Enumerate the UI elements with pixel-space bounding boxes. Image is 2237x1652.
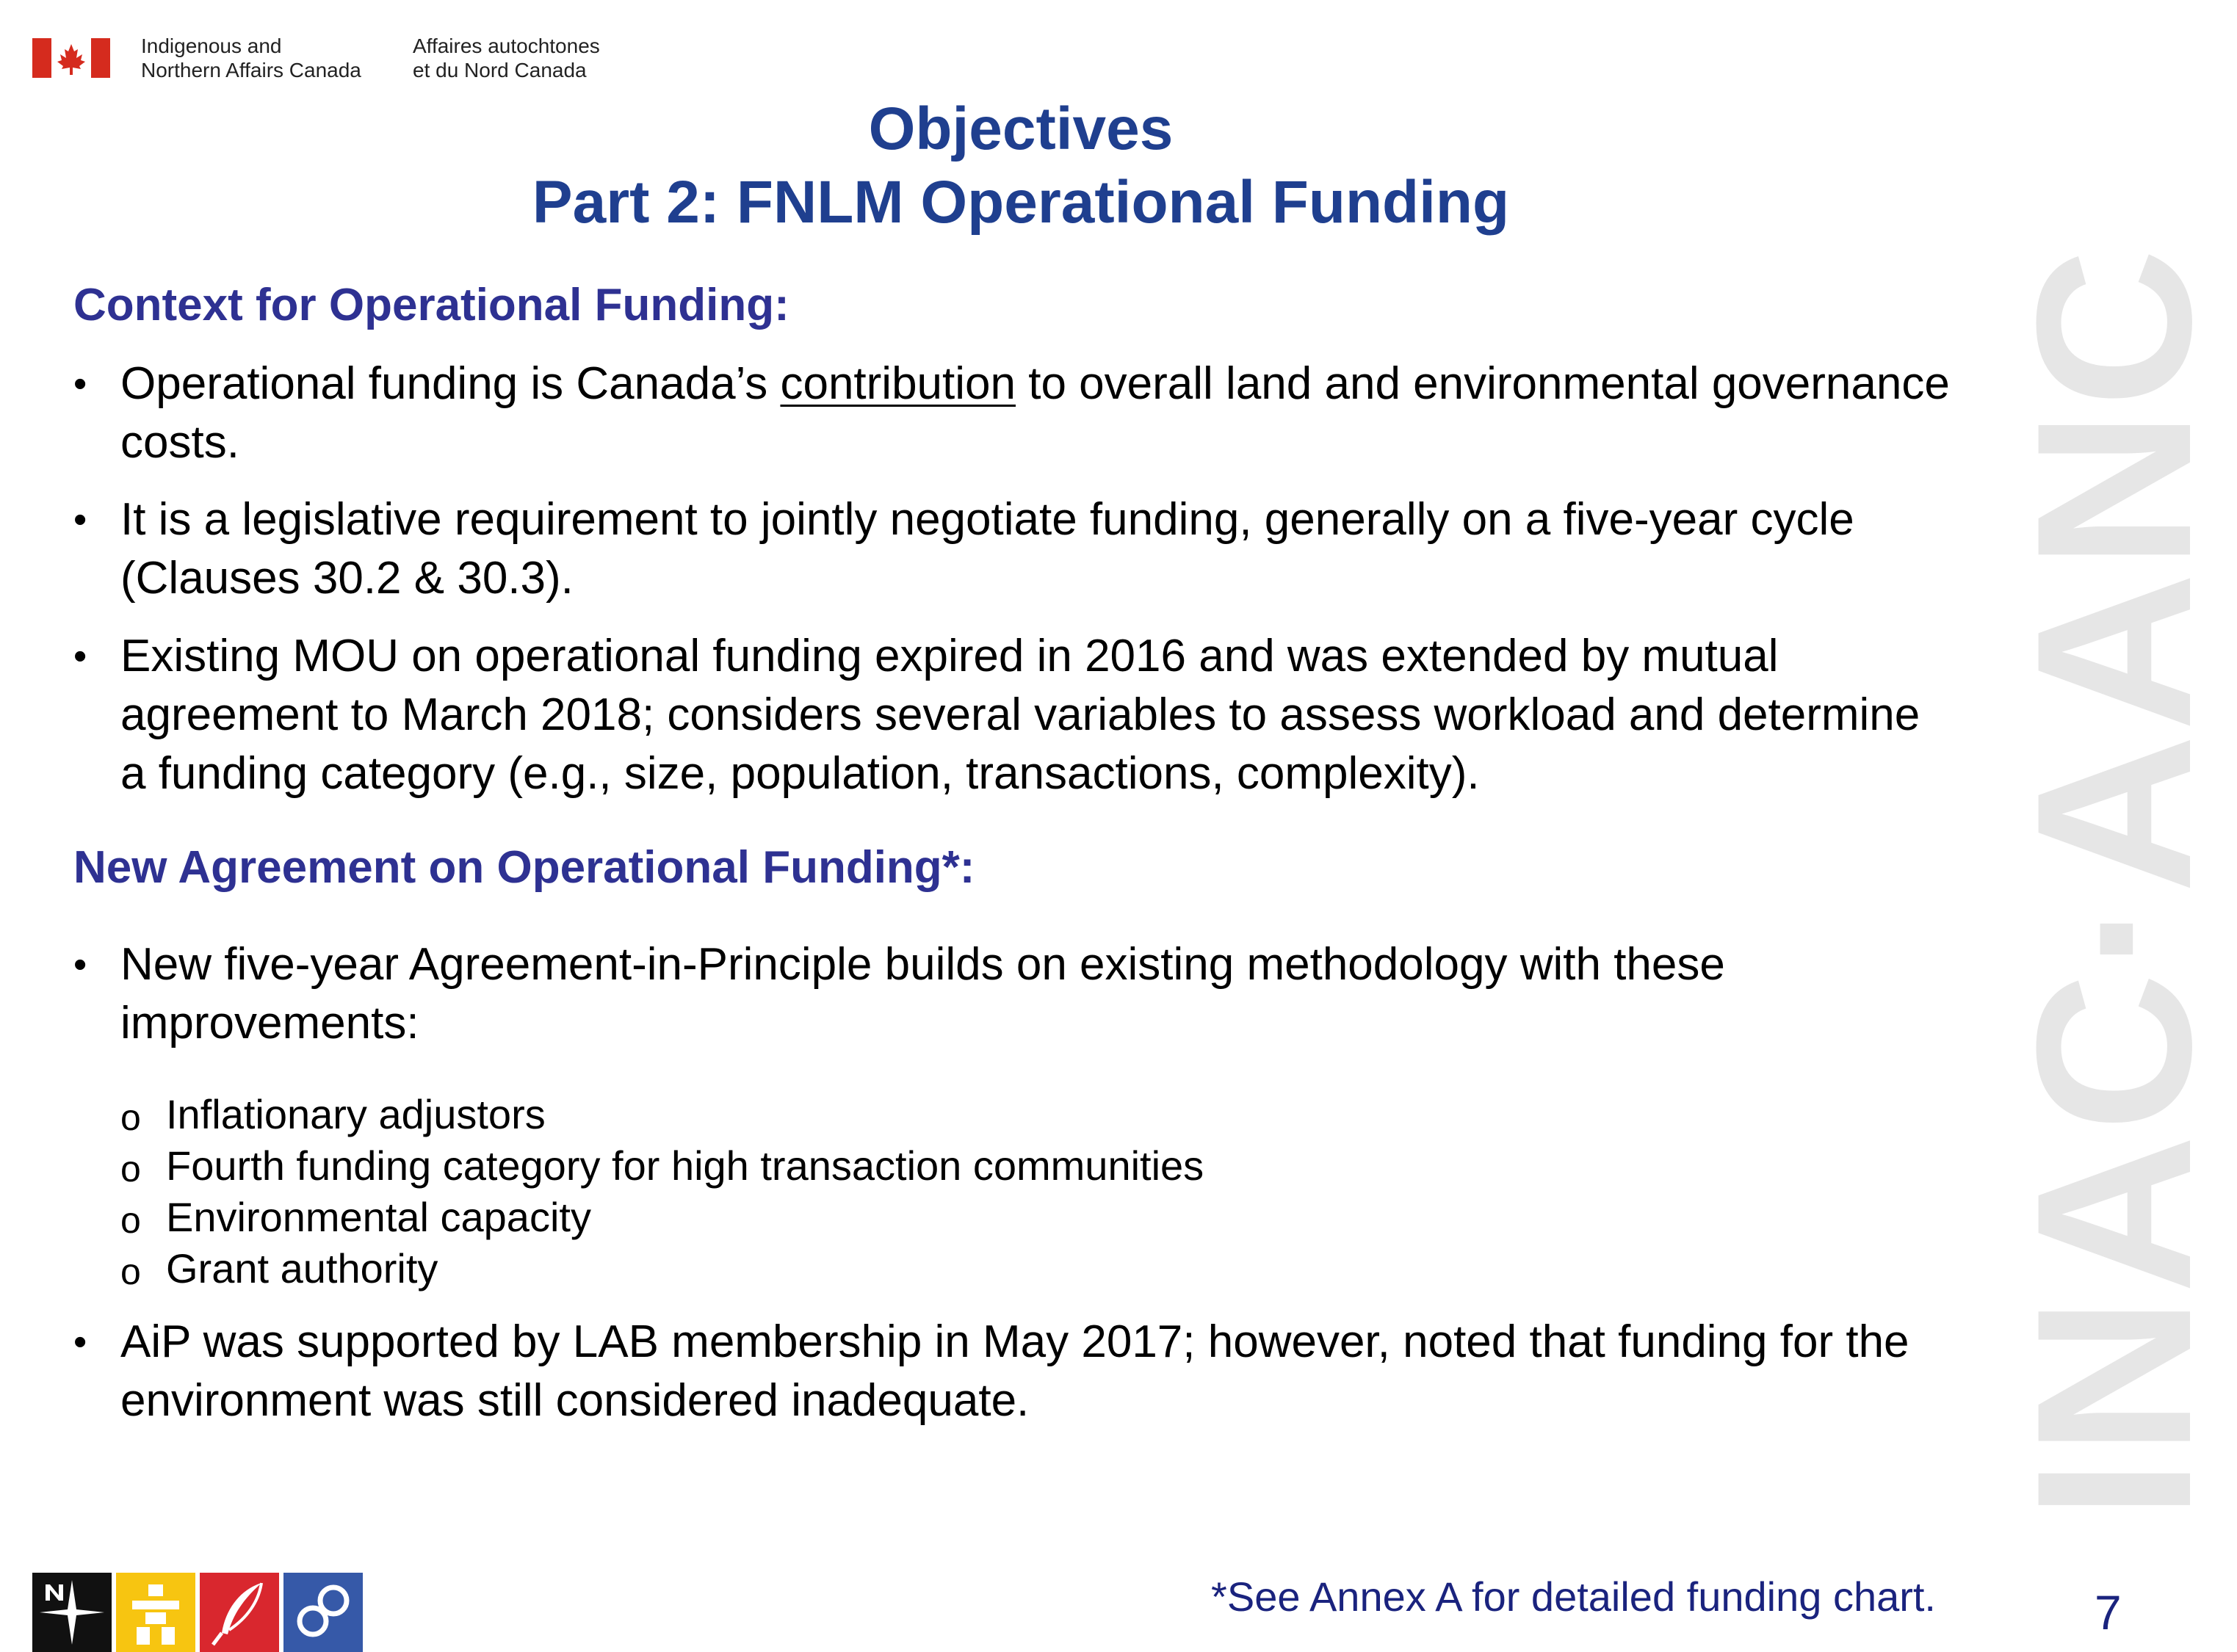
slide-subtitle: Part 2: FNLM Operational Funding xyxy=(532,169,1510,236)
bullet-text: New five-year Agreement-in-Principle builds on existing methodology with these improvements: xyxy=(120,939,1725,1048)
sub-bullet-item xyxy=(120,1192,1589,1243)
sub-bullet-text: Inflationary adjustors xyxy=(166,1091,546,1137)
page-number: 7 xyxy=(2095,1585,2122,1640)
sub-bullet-item xyxy=(120,1089,1589,1140)
compass-icon xyxy=(32,1573,112,1652)
bullet-glyph: • xyxy=(73,635,87,678)
sub-bullet-item xyxy=(120,1243,1589,1294)
slide-title: Objectives xyxy=(868,95,1174,162)
department-name-french: Affaires autochtones et du Nord Canada xyxy=(413,35,600,81)
footnote: *See Annex A for detailed funding chart. xyxy=(1211,1573,1936,1620)
feather-icon xyxy=(200,1573,279,1652)
sub-bullet-text: Environmental capacity xyxy=(166,1194,591,1240)
sub-bullet-glyph: o xyxy=(120,1200,141,1241)
section-heading-context: Context for Operational Funding: xyxy=(73,280,789,330)
sub-bullet-glyph: o xyxy=(120,1251,141,1292)
sub-bullet-glyph: o xyxy=(120,1097,141,1138)
bullet-glyph: • xyxy=(73,1321,87,1363)
bullet-text: Existing MOU on operational funding expired in 2016 and was extended by mutual agreement to March 2018; considers several variables to assess workload and determine a funding category (e.g., size, population, transactions, complexity). xyxy=(120,631,1920,799)
bullet-text: AiP was supported by LAB membership in May 2017; however, noted that funding for the environment was still considered inadequate. xyxy=(120,1316,1909,1426)
inukshuk-icon xyxy=(116,1573,195,1652)
sub-bullet-text: Fourth funding category for high transaction communities xyxy=(166,1142,1204,1189)
sub-bullet-glyph: o xyxy=(120,1148,141,1189)
department-name-english: Indigenous and Northern Affairs Canada xyxy=(141,35,361,81)
bullet-glyph: • xyxy=(73,499,87,541)
sub-bullet-item xyxy=(120,1140,1589,1192)
bullet-glyph: • xyxy=(73,943,87,986)
section-heading-new-agreement: New Agreement on Operational Funding*: xyxy=(73,842,975,893)
sub-bullet-text: Grant authority xyxy=(166,1245,438,1291)
canada-flag-icon xyxy=(32,38,110,78)
watermark-text: INAC·AANC xyxy=(1990,245,2237,1520)
bullet-text: It is a legislative requirement to jointly negotiate funding, generally on a five-year cycle (Clauses 30.2 & 30.3). xyxy=(120,494,1854,604)
underlined-word: contribution xyxy=(780,358,1016,409)
bullet-text: Operational funding is Canada’s contribution to overall land and environmental governance costs. xyxy=(120,358,1950,468)
infinity-icon xyxy=(283,1573,363,1652)
bullet-glyph: • xyxy=(73,363,87,405)
